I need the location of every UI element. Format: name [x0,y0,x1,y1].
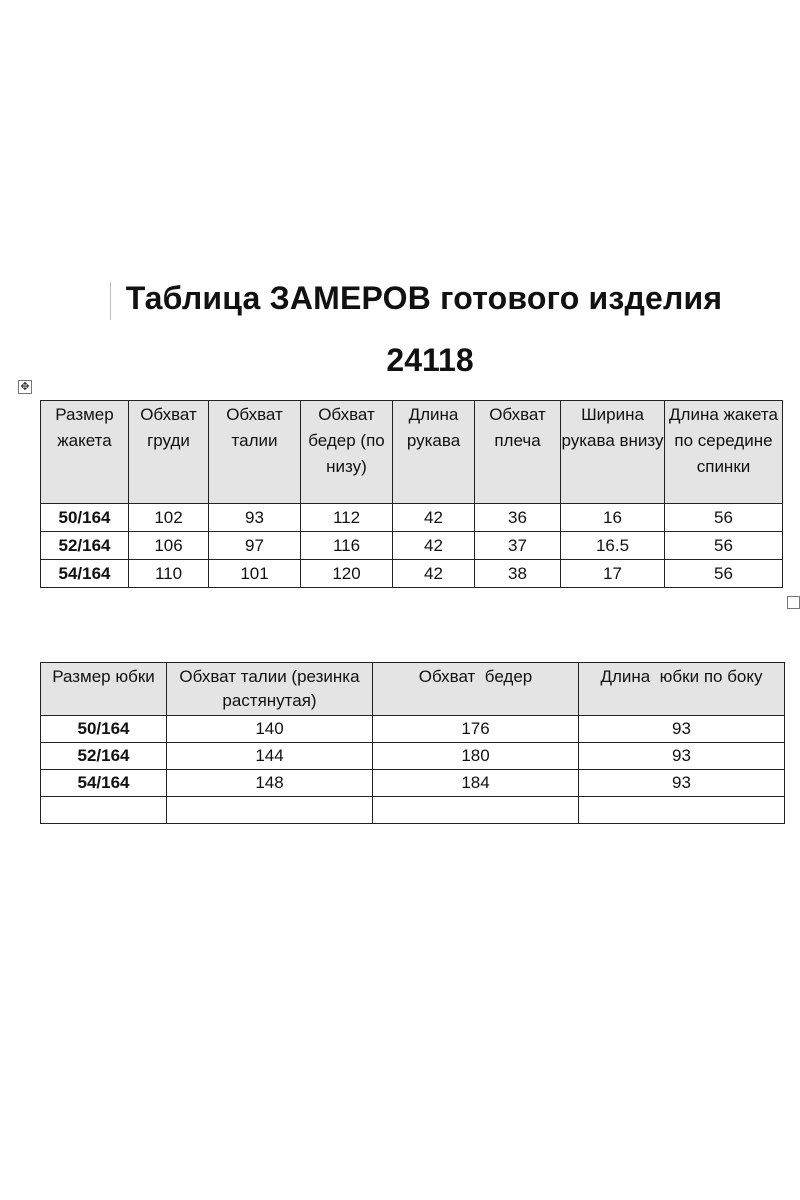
size-cell: 52/164 [41,532,129,560]
header-cell: Ширина рукава внизу [561,401,665,504]
table-row [41,716,785,743]
table-header-row [41,401,783,504]
table-cell: 140 [167,716,373,743]
size-cell: 54/164 [41,560,129,588]
document-title: Таблица ЗАМЕРОВ готового изделия [125,280,723,316]
header-cell: Обхват талии (резинка растянутая) [167,663,373,716]
table-cell: 120 [301,560,393,588]
table-resize-handle[interactable] [787,596,800,609]
size-cell: 50/164 [41,504,129,532]
table-header-row [41,663,785,716]
size-cell [41,797,167,824]
table-cell: 102 [129,504,209,532]
jacket-measurements-table [40,400,783,588]
size-cell: 52/164 [41,743,167,770]
table-cell: 36 [475,504,561,532]
table-cell: 144 [167,743,373,770]
table-cell: 97 [209,532,301,560]
header-cell: Размер юбки [41,663,167,716]
size-cell: 54/164 [41,770,167,797]
table-cell [373,797,579,824]
table-cell: 42 [393,532,475,560]
table-cell: 93 [579,743,785,770]
table-cell: 106 [129,532,209,560]
table-cell: 93 [579,716,785,743]
size-cell: 50/164 [41,716,167,743]
header-cell: Обхват талии [209,401,301,504]
table-row-empty [41,797,785,824]
table-cell: 180 [373,743,579,770]
table-row [41,743,785,770]
table-cell [167,797,373,824]
table-cell: 42 [393,504,475,532]
table-cell: 93 [209,504,301,532]
table-row [41,504,783,532]
table-cell: 110 [129,560,209,588]
table-cell: 184 [373,770,579,797]
table-cell: 38 [475,560,561,588]
table-cell: 93 [579,770,785,797]
header-cell: Обхват бедер [373,663,579,716]
table-row [41,532,783,560]
table-row [41,770,785,797]
table-cell: 56 [665,504,783,532]
table-cell: 101 [209,560,301,588]
header-cell: Обхват плеча [475,401,561,504]
header-cell: Длина жакета по середине спинки [665,401,783,504]
table-cell: 148 [167,770,373,797]
table-cell: 37 [475,532,561,560]
header-cell: Обхват бедер (по низу) [301,401,393,504]
table-cell: 16.5 [561,532,665,560]
table-move-icon[interactable]: ✥ [18,380,32,394]
skirt-measurements-table [40,662,785,824]
table-cell: 176 [373,716,579,743]
table-cell [579,797,785,824]
header-cell: Длина юбки по боку [579,663,785,716]
table-cell: 116 [301,532,393,560]
header-cell: Обхват груди [129,401,209,504]
product-code: 24118 [386,342,474,378]
table-cell: 16 [561,504,665,532]
table-row [41,560,783,588]
table-cell: 56 [665,532,783,560]
table-cell: 56 [665,560,783,588]
table-cell: 42 [393,560,475,588]
table-cell: 112 [301,504,393,532]
header-cell: Размер жакета [41,401,129,504]
header-cell: Длина рукава [393,401,475,504]
table-cell: 17 [561,560,665,588]
